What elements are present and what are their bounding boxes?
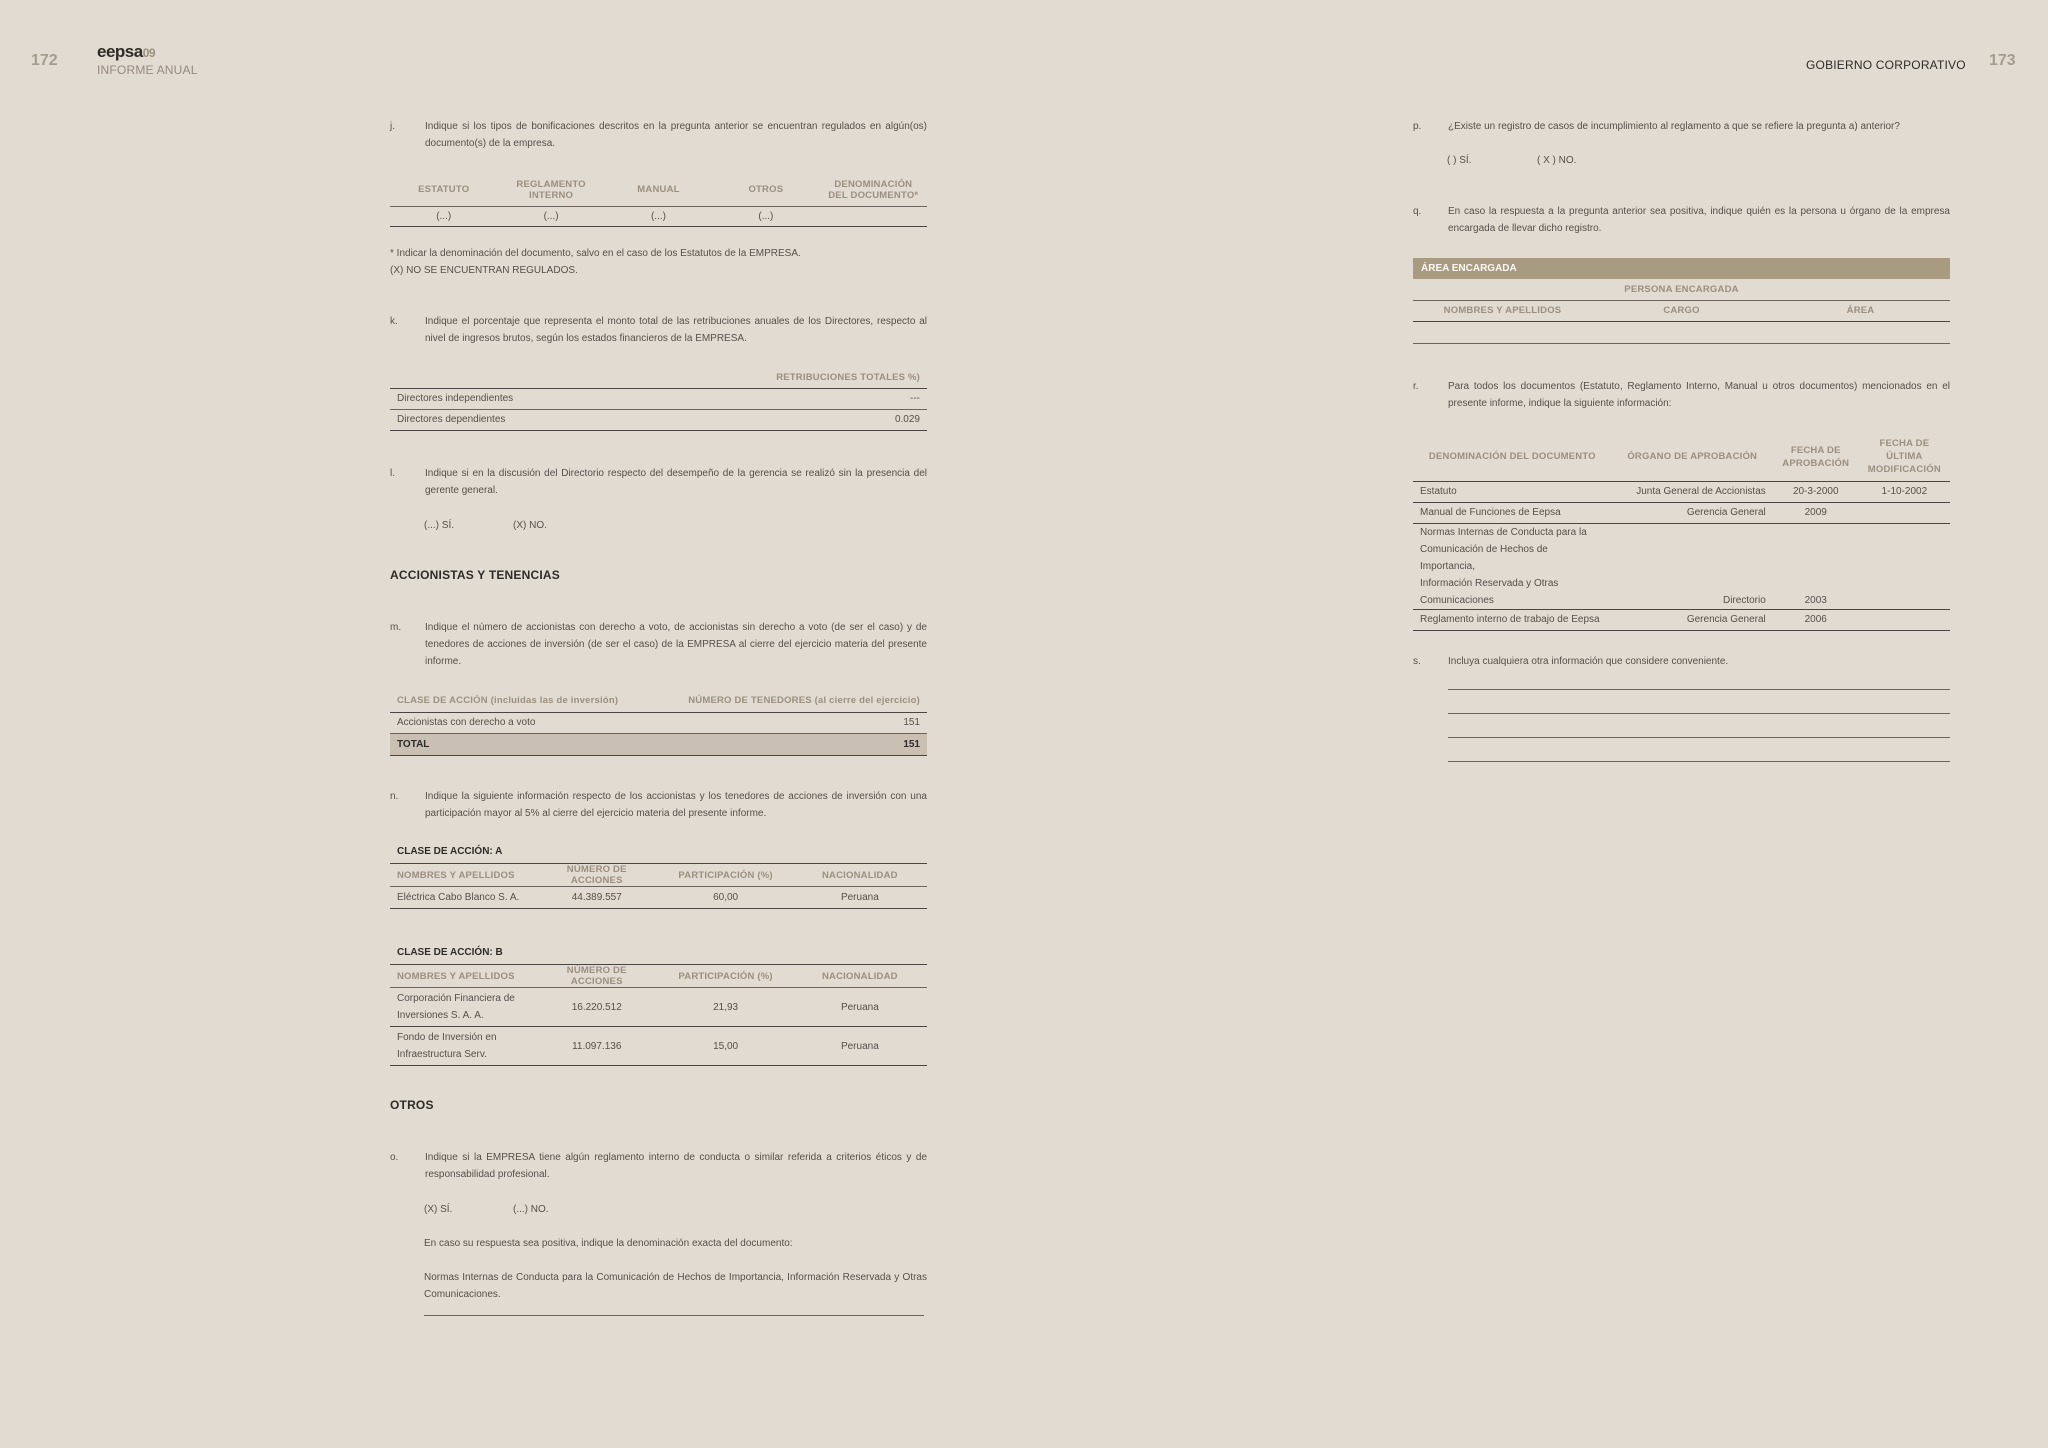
- empty-cell: [1771, 321, 1950, 343]
- row-value: ---: [910, 393, 920, 404]
- question-text: Indique la siguiente información respecto de los accionistas y los tenedores de acciones de inversión con una participación mayor al 5% al cierre del ejercicio materia del presente informe.: [425, 791, 927, 819]
- col-nombres: NOMBRES Y APELLIDOS: [397, 970, 515, 982]
- cell: [820, 206, 927, 226]
- holder-name-line: Corporación Financiera de: [397, 993, 515, 1004]
- doc-mod: [1859, 609, 1950, 630]
- answer-line: [1448, 713, 1950, 714]
- col-tenedores: NÚMERO DE TENEDORES (al cierre del ejercicio): [688, 695, 920, 707]
- question-letter: j.: [390, 121, 395, 132]
- row-label: Accionistas con derecho a voto: [397, 717, 536, 728]
- doc-mod: [1859, 523, 1950, 609]
- question-q: [1413, 203, 1950, 243]
- holder-pct: 15,00: [713, 1040, 739, 1052]
- question-text: Para todos los documentos (Estatuto, Reglamento Interno, Manual u otros documentos) mencionados en el presente informe, indique la siguiente información:: [1448, 381, 1950, 409]
- answer-no: ( X ) NO.: [1537, 155, 1577, 166]
- answer-yes: (X) SÍ.: [424, 1204, 453, 1215]
- brand-logo: [97, 42, 155, 62]
- holder-name: [390, 988, 535, 1027]
- holder-shares: 16.220.512: [571, 1001, 622, 1013]
- question-letter: k.: [390, 316, 398, 327]
- left-page-number: 172: [31, 52, 58, 69]
- answer-line: [1448, 689, 1950, 690]
- answer-line: [1448, 761, 1950, 762]
- doc-date: 2003: [1804, 594, 1827, 606]
- cell: (...): [758, 210, 774, 222]
- class-b-table: [390, 964, 927, 1066]
- footnote: * Indicar la denominación del documento, salvo en el caso de los Estatutos de la EMPRESA.: [390, 248, 801, 259]
- holder-name-line: Fondo de Inversión en: [397, 1032, 497, 1043]
- holder-shares: 44.389.557: [571, 892, 622, 903]
- brand-year: 09: [142, 46, 156, 60]
- doc-date: 2006: [1804, 614, 1827, 625]
- empty-cell: [1413, 321, 1592, 343]
- question-letter: p.: [1413, 121, 1422, 132]
- question-j: [390, 118, 927, 158]
- col-clase: CLASE DE ACCIÓN (incluidas las de inversión): [397, 695, 619, 707]
- question-text: Incluya cualquiera otra información que considere conveniente.: [1448, 656, 1729, 667]
- question-letter: m.: [390, 622, 402, 633]
- holder-nat: Peruana: [840, 1001, 879, 1013]
- question-letter: r.: [1413, 381, 1419, 392]
- doc-organ: Gerencia General: [1686, 614, 1766, 625]
- question-text: Indique el número de accionistas con derecho a voto, de accionistas sin derecho a voto (de ser el caso) y de tenedores de acciones de inversión (de ser el caso) de la EMPRESA al cierre del ejercicio materia del presente informe.: [425, 622, 927, 667]
- answer-line: [424, 1315, 924, 1316]
- col-nombres: NOMBRES Y APELLIDOS: [1443, 305, 1562, 316]
- shareholders-table: [390, 690, 927, 756]
- doc-name-line: Comunicaciones: [1420, 594, 1494, 606]
- class-a-table: [390, 863, 927, 909]
- brand-name: eepsa: [97, 42, 143, 61]
- holder-nat: Peruana: [840, 892, 879, 903]
- document-name: Normas Internas de Conducta para la Comunicación de Hechos de Importancia, Información Reservada y Otras Comunicaciones.: [424, 1272, 927, 1300]
- question-letter: n.: [390, 791, 399, 802]
- holder-name: [390, 1027, 535, 1066]
- question-m: [390, 619, 927, 675]
- report-subtitle: INFORME ANUAL: [97, 63, 198, 77]
- followup-text: En caso su respuesta sea positiva, indique la denominación exacta del documento:: [424, 1238, 793, 1249]
- doc-organ: Directorio: [1722, 594, 1766, 606]
- not-regulated-note: (X) NO SE ENCUENTRAN REGULADOS.: [390, 265, 578, 276]
- question-k: [390, 313, 927, 353]
- doc-organ: Gerencia General: [1686, 507, 1766, 518]
- holder-name-line: Inversiones S. A. A.: [397, 1010, 484, 1021]
- class-a-title: CLASE DE ACCIÓN: A: [397, 846, 503, 857]
- answer-yes: (...) SÍ.: [424, 520, 454, 531]
- question-text: Indique el porcentaje que representa el monto total de las retribuciones anuales de los Directores, respecto al nivel de ingresos brutos, según los estados financieros de la EMPRESA.: [425, 316, 927, 344]
- col-fecha-modificacion: FECHA DE ÚLTIMA MODIFICACIÓN: [1867, 438, 1941, 476]
- row-value: 0.029: [894, 414, 920, 425]
- doc-date: 20-3-2000: [1792, 486, 1839, 497]
- question-s: [1413, 653, 1950, 673]
- question-r: [1413, 378, 1950, 418]
- doc-name-line: Normas Internas de Conducta para la: [1420, 526, 1587, 538]
- empty-cell: [1592, 321, 1771, 343]
- doc-name: [1413, 523, 1612, 609]
- row-label: Directores dependientes: [397, 414, 506, 425]
- answer-no: (...) NO.: [513, 1204, 549, 1215]
- holder-nat: Peruana: [840, 1040, 879, 1052]
- holder-name-line: Infraestructura Serv.: [397, 1049, 487, 1060]
- col-otros: OTROS: [748, 184, 784, 196]
- section-heading: OTROS: [390, 1098, 434, 1112]
- question-text: En caso la respuesta a la pregunta anterior sea positiva, indique quién es la persona u órgano de la empresa encargada de llevar dicho registro.: [1448, 206, 1950, 234]
- section-heading: ACCIONISTAS Y TENENCIAS: [390, 568, 560, 582]
- persona-encargada-header: PERSONA ENCARGADA: [1624, 283, 1739, 295]
- col-acciones: NÚMERO DE ACCIONES: [566, 864, 627, 886]
- col-area: ÁREA: [1846, 305, 1875, 316]
- row-label: Directores independientes: [397, 393, 514, 404]
- doc-name-line: Comunicación de Hechos de Importancia,: [1420, 543, 1548, 572]
- col-nacionalidad: NACIONALIDAD: [821, 869, 898, 881]
- doc-date: 2009: [1804, 507, 1827, 518]
- col-participacion: PARTICIPACIÓN (%): [678, 970, 773, 982]
- cell: (...): [436, 210, 452, 222]
- question-letter: l.: [390, 468, 395, 479]
- answer-yes: ( ) SÍ.: [1447, 155, 1472, 166]
- holder-pct: 60,00: [713, 892, 739, 903]
- doc-mod: [1859, 502, 1950, 523]
- question-l: [390, 465, 927, 505]
- class-b-title: CLASE DE ACCIÓN: B: [397, 947, 503, 958]
- question-text: Indique si en la discusión del Directorio respecto del desempeño de la gerencia se realizó sin la presencia del gerente general.: [425, 468, 927, 496]
- question-letter: s.: [1413, 656, 1421, 667]
- total-value: 151: [653, 733, 927, 755]
- col-acciones: NÚMERO DE ACCIONES: [566, 965, 627, 987]
- doc-name: Manual de Funciones de Eepsa: [1420, 507, 1561, 518]
- holder-name: Eléctrica Cabo Blanco S. A.: [397, 892, 520, 903]
- cell: (...): [543, 210, 559, 222]
- doc-mod: 1-10-2002: [1881, 486, 1928, 497]
- holder-shares: 11.097.136: [572, 1040, 622, 1052]
- doc-name: Estatuto: [1420, 486, 1457, 497]
- holder-pct: 21,93: [713, 1001, 739, 1013]
- right-page-number: 173: [1989, 52, 2016, 69]
- answer-no: (X) NO.: [513, 520, 547, 531]
- col-denominacion: DENOMINACIÓN DEL DOCUMENTO*: [828, 178, 919, 201]
- col-estatuto: ESTATUTO: [418, 184, 470, 196]
- question-p: [1413, 118, 1950, 138]
- doc-name-line: Información Reservada y Otras: [1420, 577, 1559, 589]
- col-participacion: PARTICIPACIÓN (%): [678, 869, 773, 881]
- col-cargo: CARGO: [1663, 305, 1700, 316]
- question-n: [390, 788, 927, 828]
- col-nacionalidad: NACIONALIDAD: [821, 970, 898, 982]
- documents-table: [1413, 433, 1950, 631]
- question-text: Indique si la EMPRESA tiene algún reglamento interno de conducta o similar referida a criterios éticos y de responsabilidad profesional.: [425, 1152, 927, 1180]
- row-value: 151: [903, 717, 920, 728]
- col-organo: ÓRGANO DE APROBACIÓN: [1627, 451, 1758, 463]
- col-nombres: NOMBRES Y APELLIDOS: [397, 869, 515, 881]
- responsible-table: [1413, 279, 1950, 344]
- question-letter: q.: [1413, 206, 1422, 217]
- col-manual: MANUAL: [637, 184, 680, 196]
- question-text: Indique si los tipos de bonificaciones descritos en la pregunta anterior se encuentran regulados en algún(os) documento(s) de la empresa.: [425, 121, 927, 149]
- question-letter: o.: [390, 1152, 399, 1163]
- retribution-table: [390, 367, 927, 431]
- section-title: GOBIERNO CORPORATIVO: [1806, 58, 1966, 72]
- col-reglamento: REGLAMENTO INTERNO: [516, 178, 586, 201]
- question-text: ¿Existe un registro de casos de incumplimiento al reglamento a que se refiere la pregunta a) anterior?: [1448, 121, 1900, 132]
- total-label: TOTAL: [390, 733, 653, 755]
- doc-name: Reglamento interno de trabajo de Eepsa: [1420, 614, 1600, 625]
- doc-organ: Junta General de Accionistas: [1636, 486, 1766, 497]
- question-o: [390, 1149, 927, 1189]
- answer-line: [1448, 737, 1950, 738]
- cell: (...): [650, 210, 666, 222]
- col-retribuciones: RETRIBUCIONES TOTALES %): [776, 371, 920, 383]
- regulation-table: [390, 174, 927, 227]
- col-denominacion: DENOMINACIÓN DEL DOCUMENTO: [1428, 451, 1596, 463]
- col-fecha-aprobacion: FECHA DE APROBACIÓN: [1782, 444, 1850, 469]
- area-encargada-bar: ÁREA ENCARGADA: [1413, 258, 1950, 279]
